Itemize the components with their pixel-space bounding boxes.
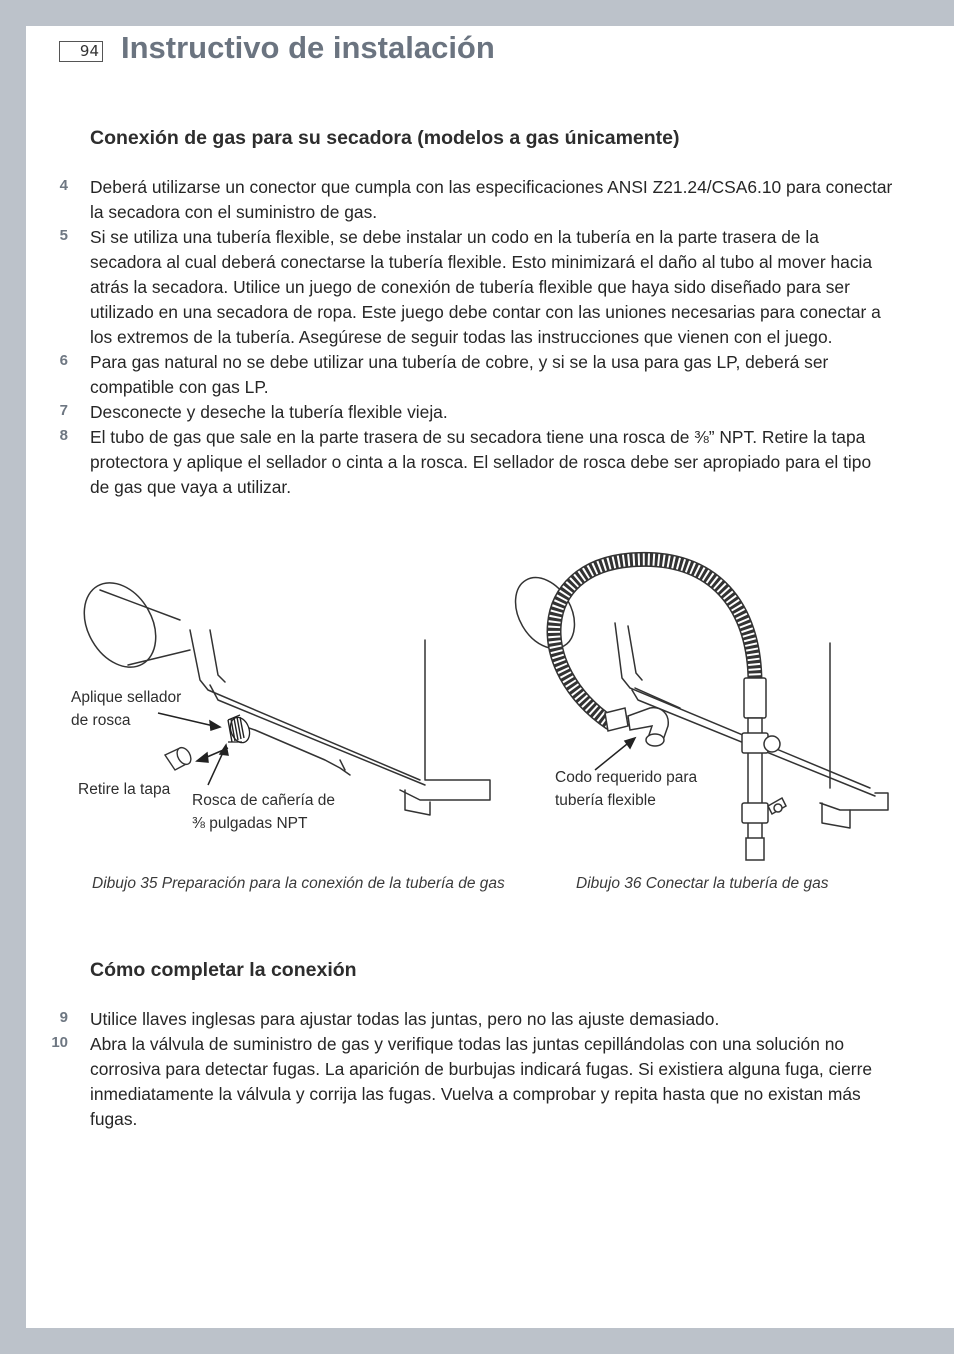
step-item <box>0 225 954 350</box>
step-number: 5 <box>59 227 68 244</box>
step-number: 4 <box>59 177 68 194</box>
label-elbow-required: Codo requerido para tubería flexible <box>555 769 698 809</box>
label-pipe-thread: Rosca de cañería de ⅜ pulgadas NPT <box>192 792 336 832</box>
step-text: Si se utiliza una tubería flexible, se debe instalar un codo en la tubería en la parte trasera de la secadora al cual deberá conectarse la tubería flexible. Esto minimizará el daño al tubo al mover hacia atrás la secadora. Utilice un juego de conexión de tubería flexible que haya sido diseñado para ser utilizado en una secadora de ropa. Este juego debe contar con las uniones necesarias para conectar a los extremos de la tubería. Asegúrese de seguir todas las instrucciones que vienen con el juego. <box>90 227 881 347</box>
step-item <box>0 425 954 500</box>
steps-list-complete-connection <box>0 1007 954 1132</box>
step-number: 8 <box>59 427 68 444</box>
step-item <box>0 1032 954 1132</box>
step-text: Utilice llaves inglesas para ajustar todas las juntas, pero no las ajuste demasiado. <box>90 1009 720 1029</box>
step-text: Desconecte y deseche la tubería flexible vieja. <box>90 402 448 422</box>
step-text: Deberá utilizarse un conector que cumpla con las especificaciones ANSI Z21.24/CSA6.10 para conectar la secadora con el suministro de gas. <box>90 177 893 222</box>
step-item <box>0 400 954 425</box>
section-heading-gas-connection: Conexión de gas para su secadora (modelos a gas únicamente) <box>90 127 680 149</box>
steps-list-gas-connection <box>0 175 954 500</box>
step-text: Abra la válvula de suministro de gas y verifique todas las juntas cepillándolas con una solución no corrosiva para detectar fugas. La aparición de burbujas indicará fugas. Si existiera alguna fuga, cierre inmediatamente la válvula y corrija las fugas. Vuelva a comprobar y repita hasta que no existan más fugas. <box>90 1034 873 1129</box>
step-text: Para gas natural no se debe utilizar una tubería de cobre, y si se la usa para gas LP, deberá ser compatible con gas LP. <box>90 352 829 397</box>
page-title: Instructivo de instalación <box>121 30 495 65</box>
page-number: 94 <box>59 41 103 62</box>
step-item <box>0 350 954 400</box>
dryer-flexible-gas-line-illustration <box>510 548 895 868</box>
step-item <box>0 175 954 225</box>
step-text: El tubo de gas que sale en la parte trasera de su secadora tiene una rosca de ⅜” NPT. Retire la tapa protectora y aplique el sellador o cinta a la rosca. El sellador de rosca debe ser apropiado para el tipo de gas que vaya a utilizar. <box>90 427 872 497</box>
step-number: 10 <box>51 1034 68 1051</box>
label-remove-cap: Retire la tapa <box>78 781 171 798</box>
step-item <box>0 1007 954 1032</box>
section-heading-complete-connection: Cómo completar la conexión <box>90 959 357 981</box>
step-number: 9 <box>59 1009 68 1026</box>
figure-36-caption: Dibujo 36 Conectar la tubería de gas <box>576 875 829 892</box>
figure-35-caption: Dibujo 35 Preparación para la conexión de la tubería de gas <box>92 875 505 892</box>
label-apply-sealant: Aplique sellador de rosca <box>71 689 182 729</box>
step-number: 7 <box>59 402 68 419</box>
step-number: 6 <box>59 352 68 369</box>
